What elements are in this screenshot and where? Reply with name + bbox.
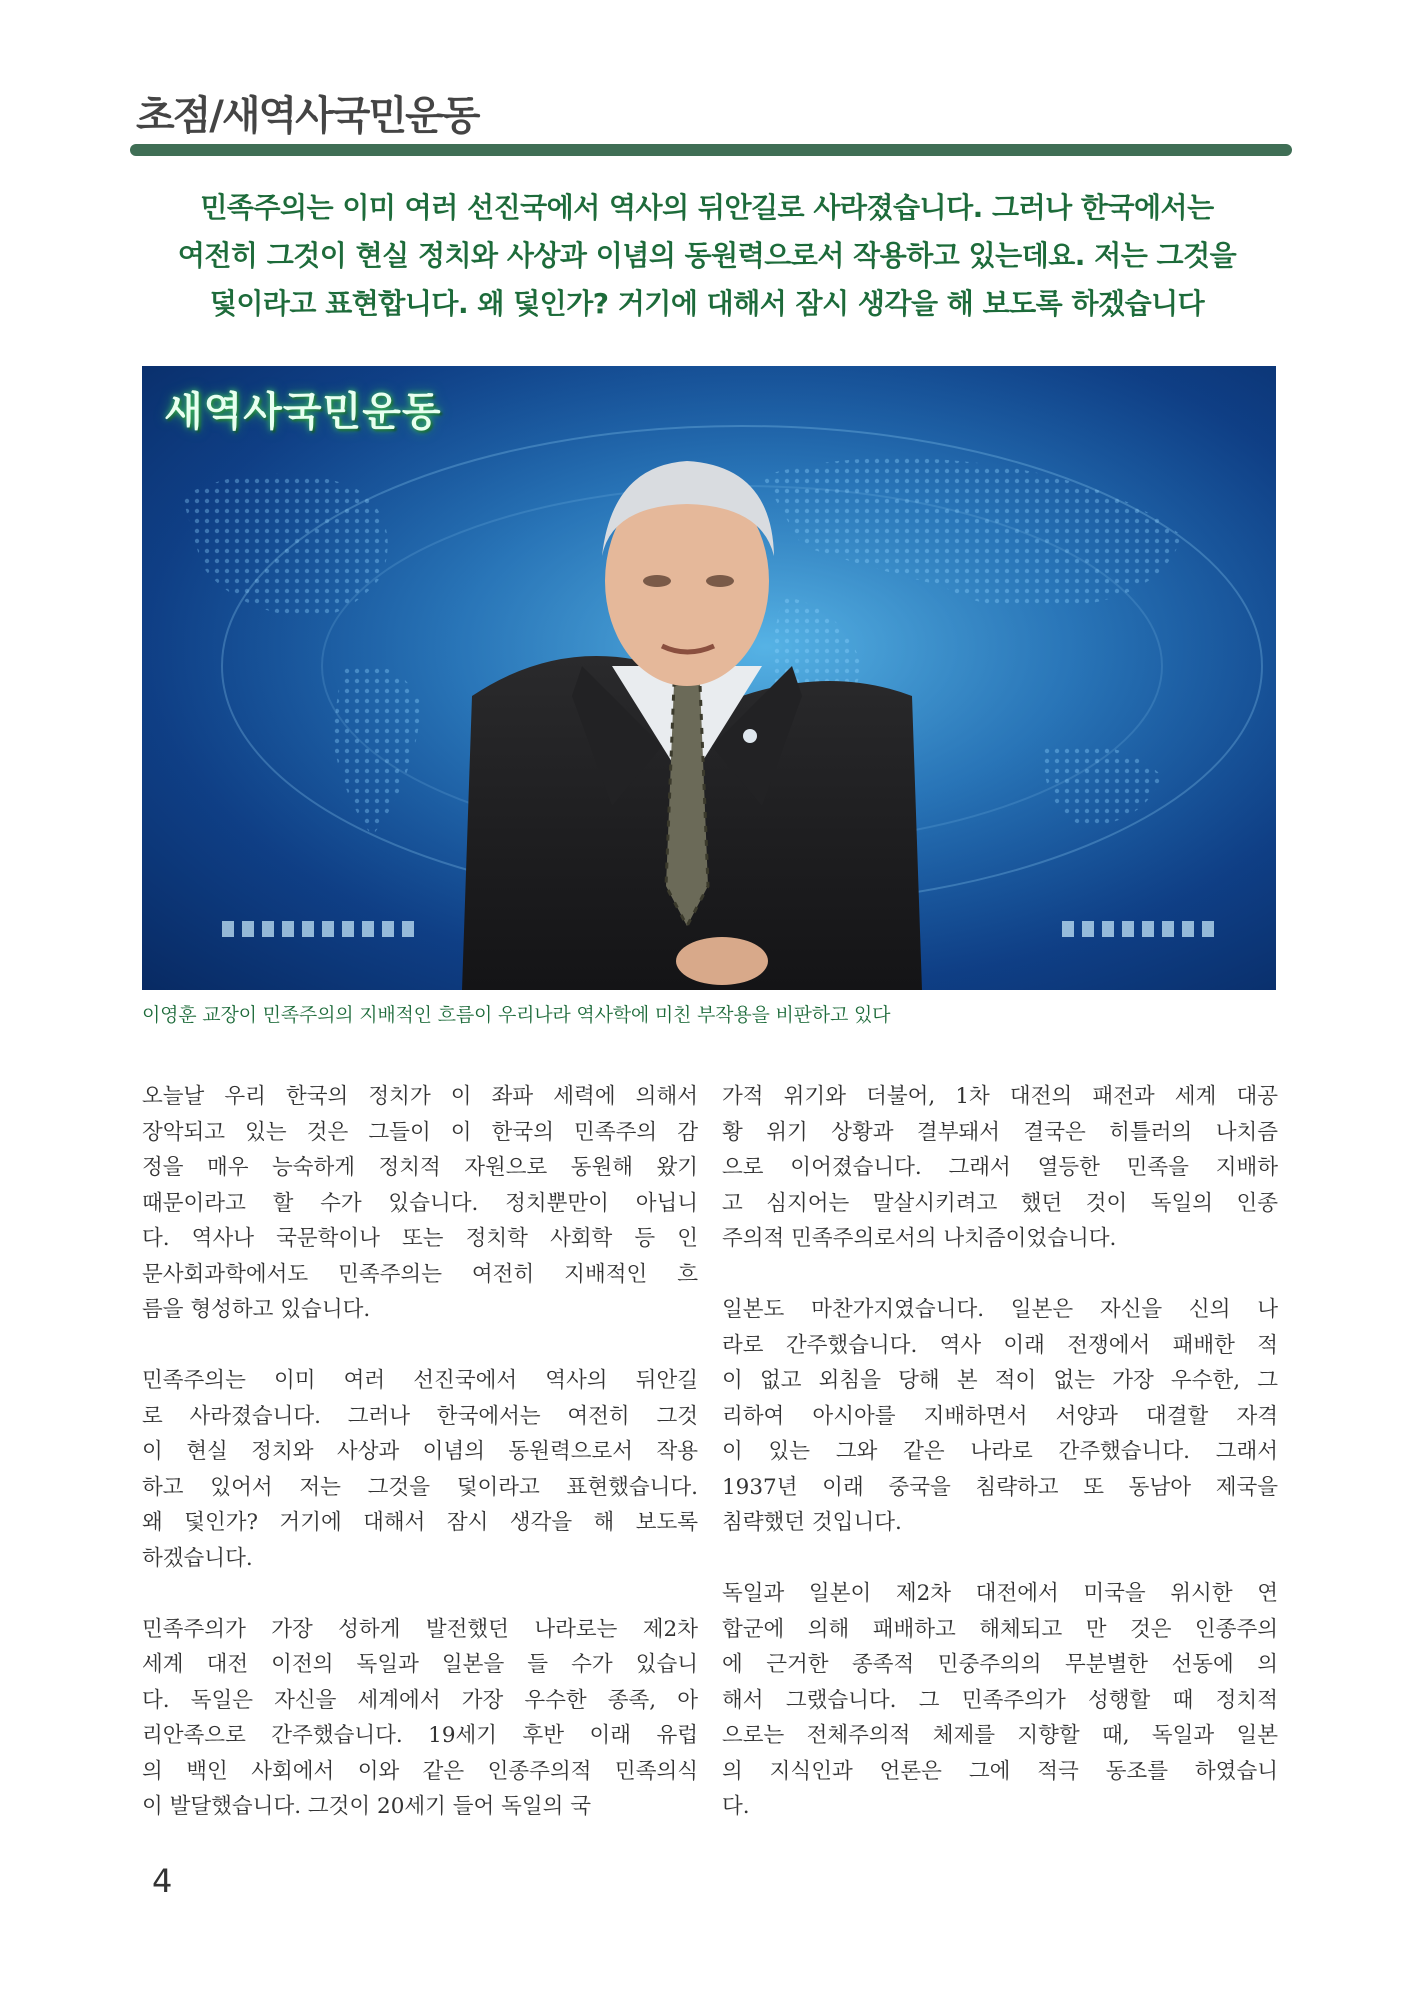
text-line: 다. 역사나 국문학이나 또는 정치학 사회학 등 인: [142, 1226, 698, 1251]
text-line: 의 백인 사회에서 이와 같은 인종주의적 민족의식: [142, 1758, 698, 1784]
text-line: 황 위기 상황과 결부돼서 결국은 히틀러의 나치즘: [722, 1119, 1278, 1145]
text-line: 으로 이어졌습니다. 그래서 열등한 민족을 지배하: [722, 1155, 1278, 1180]
text-line: 장악되고 있는 것은 그들이 이 한국의 민족주의 감: [142, 1119, 698, 1145]
article-paragraph: [142, 1363, 698, 1576]
lead-line: 민족주의는 이미 여러 선진국에서 역사의 뒤안길로 사라졌습니다. 그러나 한국에서는: [200, 191, 1214, 224]
text-line: 합군에 의해 패배하고 해체되고 만 것은 인종주의: [722, 1616, 1278, 1642]
section-title: 초점/새역사국민운동: [136, 93, 479, 139]
lead-quote: [150, 184, 1264, 328]
broadcast-logo: 새역사국민운동: [164, 389, 442, 435]
text-line: 침략했던 것입니다.: [722, 1510, 902, 1535]
text-line: 때문이라고 할 수가 있습니다. 정치뿐만이 아닙니: [142, 1190, 698, 1216]
text-line: 이 발달했습니다. 그것이 20세기 들어 독일의 국: [142, 1794, 592, 1819]
article-paragraph: [722, 1292, 1278, 1541]
text-line: 민족주의가 가장 성하게 발전했던 나라로는 제2차: [142, 1616, 698, 1642]
text-line: 왜 덫인가? 거기에 대해서 잠시 생각을 해 보도록: [142, 1510, 698, 1535]
text-line: 다. 독일은 자신을 세계에서 가장 우수한 종족, 아: [142, 1687, 698, 1713]
text-line: 이 없고 외침을 당해 본 적이 없는 가장 우수한, 그: [722, 1368, 1278, 1393]
text-line: 하겠습니다.: [142, 1545, 253, 1571]
text-line: 고 심지어는 말살시키려고 했던 것이 독일의 인종: [722, 1190, 1278, 1216]
article-paragraph: [142, 1079, 698, 1328]
text-line: 이 있는 그와 같은 나라로 간주했습니다. 그래서: [722, 1439, 1278, 1464]
text-line: 해서 그랬습니다. 그 민족주의가 성행할 때 정치적: [722, 1687, 1278, 1713]
text-line: 정을 매우 능숙하게 정치적 자원으로 동원해 왔기: [142, 1155, 698, 1180]
text-line: 민족주의는 이미 여러 선진국에서 역사의 뒤안길: [142, 1368, 698, 1393]
lead-line: 덫이라고 표현합니다. 왜 덫인가? 거기에 대해서 잠시 생각을 해 보도록 하겠습니다: [209, 287, 1205, 320]
text-line: 독일과 일본이 제2차 대전에서 미국을 위시한 연: [722, 1581, 1278, 1606]
text-line: 문사회과학에서도 민족주의는 여전히 지배적인 흐: [142, 1261, 698, 1287]
article-column-right: [722, 1079, 1278, 1860]
article-paragraph: [722, 1576, 1278, 1825]
text-line: 가적 위기와 더불어, 1차 대전의 패전과 세계 대공: [722, 1084, 1278, 1109]
photo-illustration: [142, 366, 1276, 990]
text-line: 다.: [722, 1794, 750, 1819]
photo-caption: 이영훈 교장이 민족주의의 지배적인 흐름이 우리나라 역사학에 미친 부작용을 비판하고 있다: [142, 1004, 891, 1026]
text-line: 로 사라졌습니다. 그러나 한국에서는 여전히 그것: [142, 1403, 698, 1429]
article-column-left: [142, 1079, 698, 1860]
text-line: 리하여 아시아를 지배하면서 서양과 대결할 자격: [722, 1403, 1278, 1429]
text-line: 이 현실 정치와 사상과 이념의 동원력으로서 작용: [142, 1439, 698, 1464]
article-paragraph: [722, 1079, 1278, 1257]
text-line: 름을 형성하고 있습니다.: [142, 1297, 371, 1322]
article-paragraph: [142, 1612, 698, 1825]
section-divider: [130, 144, 1292, 156]
text-line: 라로 간주했습니다. 역사 이래 전쟁에서 패배한 적: [722, 1332, 1278, 1358]
text-line: 으로는 전체주의적 체제를 지향할 때, 독일과 일본: [722, 1723, 1278, 1748]
text-line: 하고 있어서 저는 그것을 덫이라고 표현했습니다.: [142, 1474, 698, 1500]
text-line: 리안족으로 간주했습니다. 19세기 후반 이래 유럽: [142, 1723, 698, 1748]
text-line: 에 근거한 종족적 민중주의의 무분별한 선동에 의: [722, 1652, 1278, 1677]
interview-photo: [142, 366, 1276, 990]
text-line: 의 지식인과 언론은 그에 적극 동조를 하였습니: [722, 1758, 1278, 1784]
lead-line: 여전히 그것이 현실 정치와 사상과 이념의 동원력으로서 작용하고 있는데요. 저는 그것을: [177, 239, 1237, 272]
text-line: 1937년 이래 중국을 침략하고 또 동남아 제국을: [722, 1474, 1278, 1500]
text-line: 일본도 마찬가지였습니다. 일본은 자신을 신의 나: [722, 1297, 1278, 1322]
text-line: 오늘날 우리 한국의 정치가 이 좌파 세력에 의해서: [142, 1084, 698, 1109]
page-number: 4: [152, 1862, 173, 1900]
text-line: 세계 대전 이전의 독일과 일본을 들 수가 있습니: [142, 1652, 698, 1677]
text-line: 주의적 민족주의로서의 나치즘이었습니다.: [722, 1226, 1117, 1251]
